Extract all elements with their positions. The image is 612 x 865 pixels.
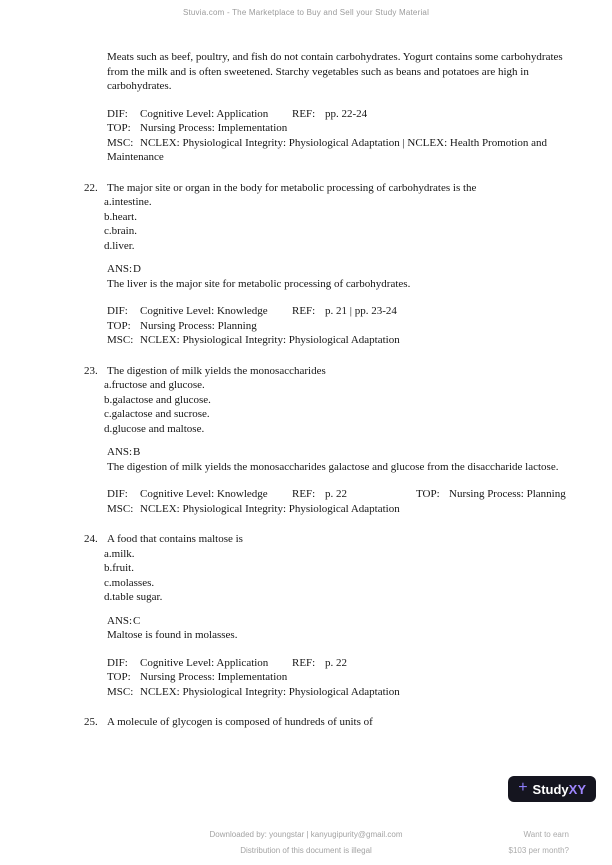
question-23	[84, 364, 567, 379]
illegal-notice-text: Distribution of this document is illegal	[240, 846, 372, 855]
question-text: A food that contains maltose is	[107, 533, 243, 545]
meta-dif: DIF: Cognitive Level: Knowledge	[107, 305, 268, 317]
meta-ref: REF: p. 22	[292, 656, 347, 669]
meta-block	[107, 656, 567, 700]
answer-value: C	[133, 614, 141, 627]
meta-line	[107, 487, 567, 502]
question-number: 24.	[84, 533, 98, 545]
rationale-text: The digestion of milk yields the monosaccharides galactose and glucose from the disaccharide lactose.	[107, 460, 559, 473]
footer-earn	[509, 827, 570, 859]
meta-line: TOP: Nursing Process: Implementation	[107, 122, 288, 134]
answer-line: ANS:D	[107, 263, 141, 275]
meta-line	[107, 107, 567, 122]
question-number: 22.	[84, 181, 98, 194]
studyxy-badge[interactable]	[508, 776, 596, 802]
meta-line	[107, 304, 567, 319]
meta-dif: DIF: Cognitive Level: Knowledge	[107, 488, 268, 500]
option-c: c. brain.	[104, 225, 137, 237]
earn-text-line1: Want to earn	[523, 830, 569, 839]
option-c: c. galactose and sucrose.	[104, 408, 210, 420]
option-b: b. fruit.	[104, 562, 134, 574]
rationale-text: Maltose is found in molasses.	[107, 629, 238, 641]
meta-line: MSC: NCLEX: Physiological Integrity: Physiological Adaptation	[107, 685, 400, 698]
meta-dif: DIF: Cognitive Level: Application	[107, 656, 269, 669]
meta-ref: REF: p. 21 | pp. 23-24	[292, 305, 397, 317]
meta-line: MSC: NCLEX: Physiological Integrity: Physiological Adaptation | NCLEX: Health Promotion and Maintenance	[107, 136, 548, 163]
answer-line: ANS:B	[107, 446, 141, 458]
question-22	[84, 181, 567, 196]
option-b: b. galactose and glucose.	[104, 393, 211, 406]
options-list	[104, 195, 567, 253]
answer-value: B	[133, 446, 141, 458]
answer-value: D	[133, 263, 141, 275]
meta-ref: REF: p. 22	[292, 488, 347, 500]
question-number: 25.	[84, 716, 98, 728]
options-list	[104, 547, 567, 605]
meta-block	[107, 304, 567, 348]
question-text: The major site or organ in the body for metabolic processing of carbohydrates is the	[107, 181, 477, 194]
option-b: b. heart.	[104, 210, 137, 223]
meta-line: TOP: Nursing Process: Implementation	[107, 671, 288, 683]
answer-block	[107, 445, 567, 474]
meta-line: MSC: NCLEX: Physiological Integrity: Physiological Adaptation	[107, 502, 400, 515]
option-c: c. molasses.	[104, 576, 155, 589]
meta-top: TOP: Nursing Process: Planning	[416, 488, 566, 500]
meta-line: MSC: NCLEX: Physiological Integrity: Physiological Adaptation	[107, 334, 400, 346]
earn-text-line2: $103 per month?	[508, 846, 569, 855]
meta-dif: DIF: Cognitive Level: Application	[107, 107, 269, 120]
meta-line	[107, 656, 567, 671]
option-d: d. glucose and maltose.	[104, 422, 205, 435]
site-watermark: Stuvia.com - The Marketplace to Buy and Sell your Study Material	[182, 8, 430, 17]
plus-icon: +	[518, 779, 528, 796]
document-content	[84, 50, 567, 730]
answer-block	[107, 262, 567, 291]
question-number: 23.	[84, 364, 98, 377]
studyxy-logo: StudyXY	[532, 781, 586, 797]
option-a: a. intestine.	[104, 196, 152, 208]
options-list	[104, 378, 567, 436]
question-24	[84, 532, 567, 547]
question-text: The digestion of milk yields the monosaccharides	[107, 364, 326, 377]
question-25	[84, 715, 567, 730]
meta-block	[107, 107, 567, 165]
rationale-text: The liver is the major site for metabolic processing of carbohydrates.	[107, 277, 411, 290]
page-header	[0, 0, 612, 17]
answer-line: ANS:C	[107, 614, 141, 627]
answer-block	[107, 614, 567, 643]
meta-ref: REF: pp. 22-24	[292, 107, 368, 120]
option-a: a. milk.	[104, 547, 135, 560]
meta-block	[107, 487, 567, 516]
option-d: d. liver.	[104, 239, 135, 252]
meta-line: TOP: Nursing Process: Planning	[107, 319, 257, 332]
option-d: d. table sugar.	[104, 591, 163, 603]
question-text: A molecule of glycogen is composed of hundreds of units of	[107, 716, 373, 728]
rationale-text: Meats such as beef, poultry, and fish do not contain carbohydrates. Yogurt contains some carbohydrates from the milk and is often sweetened. Starchy vegetables such as beans and potatoes are high in carbohydrates.	[107, 51, 563, 92]
option-a: a. fructose and glucose.	[104, 379, 205, 391]
downloaded-by-text: Downloaded by: youngstar | kanyugipurity@gmail.com	[209, 830, 403, 839]
